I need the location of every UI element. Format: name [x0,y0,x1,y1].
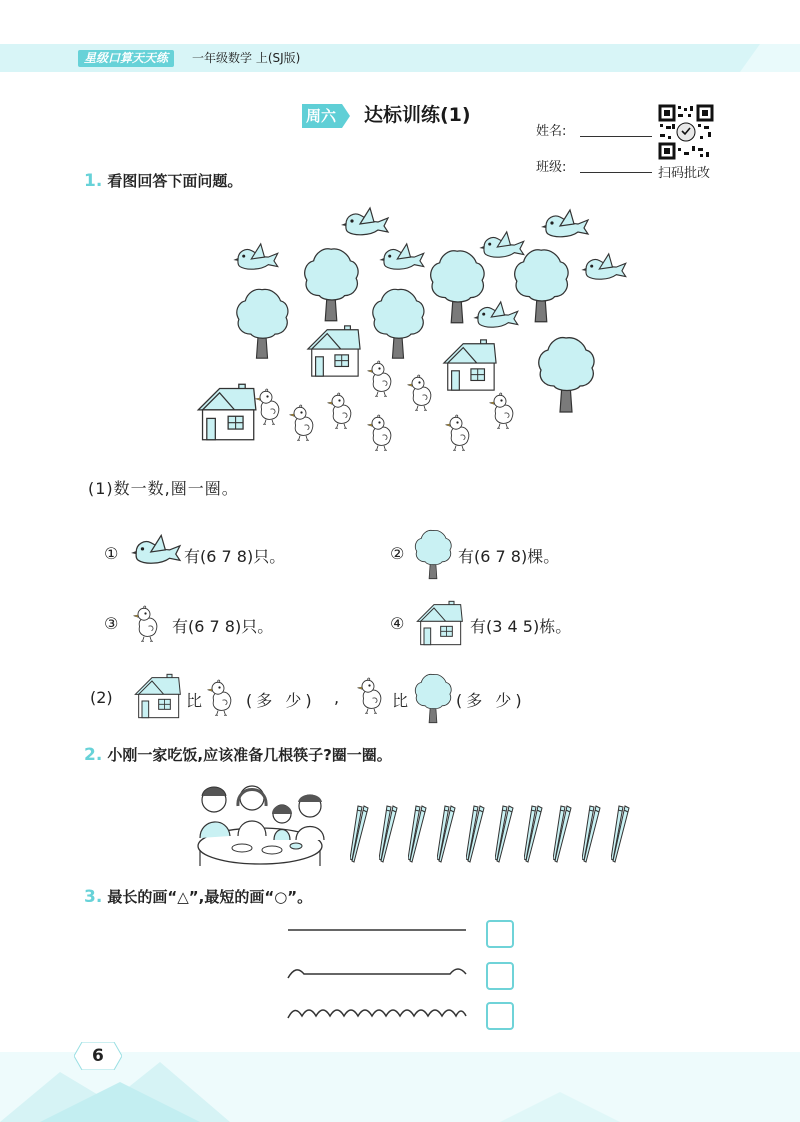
question-2-text: 小刚一家吃饭,应该准备几根筷子?圈一圈。 [107,746,392,764]
question-2-heading [84,744,392,765]
question-1-number: 1. [84,171,103,191]
book-subtitle: 一年级数学 上(SJ版) [192,51,301,65]
question-3-text: 最长的画“△”,最短的画“○”。 [107,888,313,906]
house-icon [440,336,498,394]
chopsticks-icon[interactable] [437,804,457,864]
chopsticks-icon[interactable] [611,804,631,864]
bird-icon [540,208,590,244]
family-dinner-illustration [190,780,330,868]
answer-box-3[interactable] [486,1002,514,1030]
name-label: 姓名: [536,124,567,139]
chick-icon [326,392,356,430]
question-3-number: 3. [84,887,103,907]
separator-comma: , [334,688,340,707]
chick-icon [366,414,396,452]
tree-icon [368,286,428,360]
comparison-choice-2[interactable]: (多 少) [456,691,526,710]
chick-icon [488,392,518,430]
tree-icon [232,286,292,360]
item-3-marker: ③ [104,614,119,633]
tree-icon [536,334,596,414]
question-1-text: 看图回答下面问题。 [107,172,243,190]
chopsticks-icon[interactable] [582,804,602,864]
class-label: 班级: [536,160,567,175]
item-1-marker: ① [104,544,119,563]
part-1-instruction: (1)数一数,圈一圈。 [88,479,239,498]
tree-icon [412,528,454,580]
tree-icon [302,244,360,324]
bird-icon [378,242,426,276]
chick-icon [356,676,386,716]
item-1-choice[interactable]: 有(6 7 8)只。 [184,547,286,566]
item-2-choice[interactable]: 有(6 7 8)棵。 [458,547,560,566]
bird-icon [232,242,280,276]
bird-icon [130,532,182,572]
chick-icon [444,414,474,452]
wavy-line [288,1010,466,1018]
house-icon [194,380,258,444]
bird-icon [580,252,628,286]
curved-end-line [288,969,466,978]
chopsticks-row [350,804,640,864]
question-2-number: 2. [84,745,103,765]
item-4-choice[interactable]: 有(3 4 5)栋。 [470,617,572,636]
scene-illustration [190,200,630,462]
chick-icon [254,388,284,426]
house-icon [304,322,362,380]
chick-icon [206,678,236,718]
answer-box-1[interactable] [486,920,514,948]
bird-icon [340,206,390,242]
chopsticks-icon[interactable] [524,804,544,864]
chick-icon [132,604,162,644]
chopsticks-icon[interactable] [495,804,515,864]
page-number: 6 [92,1046,104,1066]
compare-word-1: 比 [186,691,203,710]
day-label: 周六 [306,107,337,125]
question-1-heading [84,170,242,191]
item-2-marker: ② [390,544,405,563]
chopsticks-icon[interactable] [466,804,486,864]
line-comparison-figure [284,920,474,1030]
page-title: 达标训练(1) [364,104,471,126]
answer-box-2[interactable] [486,962,514,990]
bird-icon [472,300,520,334]
qr-code-icon[interactable] [658,104,714,160]
compare-word-2: 比 [392,691,409,710]
tree-icon [412,672,454,724]
house-icon [414,598,464,648]
name-input[interactable] [580,120,652,137]
chick-icon [366,360,396,398]
chopsticks-icon[interactable] [379,804,399,864]
comparison-choice-1[interactable]: (多 少) [246,691,316,710]
chopsticks-icon[interactable] [350,804,370,864]
item-4-marker: ④ [390,614,405,633]
chick-icon [288,404,318,442]
series-badge: 星级口算天天练 [78,50,174,67]
chopsticks-icon[interactable] [553,804,573,864]
item-3-choice[interactable]: 有(6 7 8)只。 [172,617,274,636]
house-icon [132,670,182,722]
chick-icon [406,374,436,412]
bird-icon [478,230,526,264]
part-2-prefix: (2) [90,688,113,707]
qr-caption: 扫码批改 [658,166,711,181]
question-3-heading [84,886,312,907]
class-input[interactable] [580,156,652,173]
chopsticks-icon[interactable] [408,804,428,864]
